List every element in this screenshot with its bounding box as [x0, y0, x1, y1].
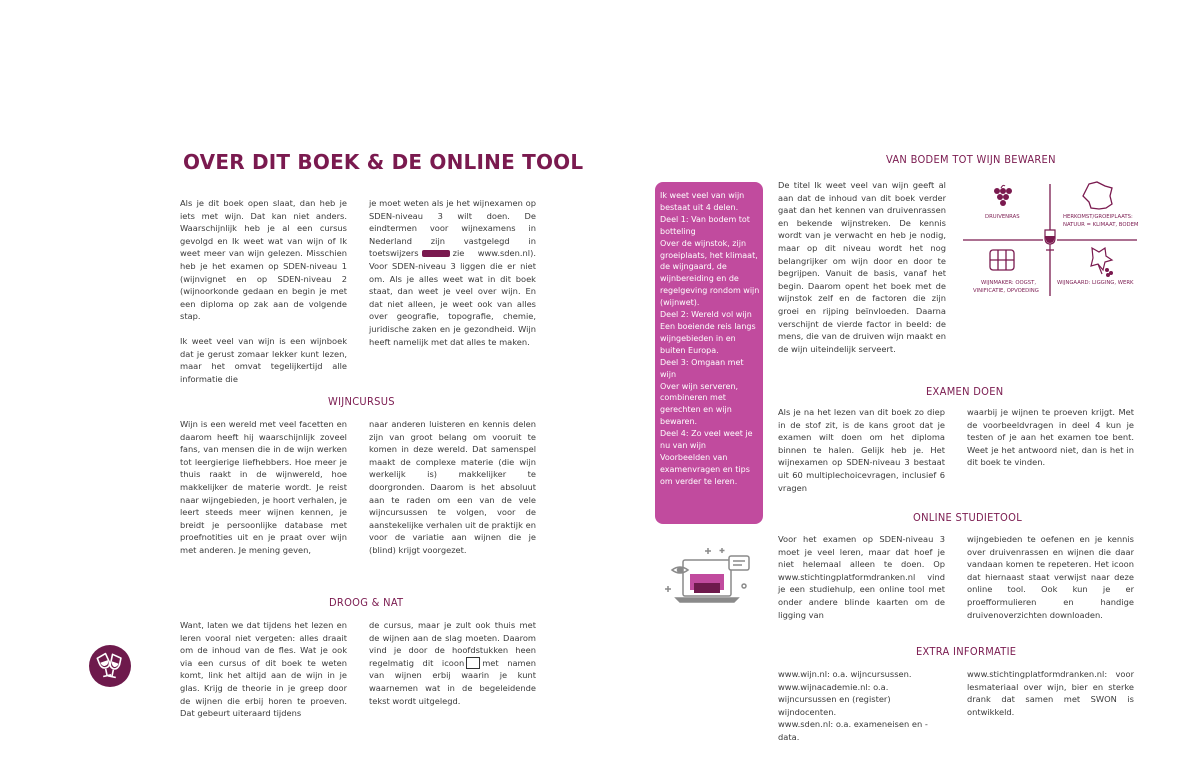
sidebar-line-5: Deel 4: Zo veel weet je nu van wijn Voorbeelden van examenvragen en tips om verder te leren.: [660, 429, 753, 486]
wine-glasses-icon: [89, 645, 131, 687]
van-bodem-text: De titel Ik weet veel van wijn geeft al aan dat de inhoud van dit boek verder gaat dan het kennen van druivenrassen en bekende wijnstreken. De kennis wordt van je verwacht en heb je nodig, maar op dit niveau wordt het nog belangrijker om wijn door en door te begrijpen. Vanuit de basis, vanaf het begin. Daarom opent het boek met de wijnstok zelf en de factoren die zijn groei en rijping beïnvloeden. Daarna verschijnt de vierde factor in beeld: de mens, die van de druiven wijn maakt en de wijn uiteindelijk serveert.: [778, 180, 946, 354]
online-column-2: wijngebieden te oefenen en je kennis over druivenrassen en wijnen die daar vandaan komen te repeteren. Het icoon dat hiernaast staat verwijst naar deze online tool. Ook kun je er proefformulieren en handige druivenoverzichten downloaden.: [967, 534, 1134, 620]
wijncursus-column-1: Wijn is een wereld met veel facetten en daarom heeft hij waarschijnlijk zoveel fans, van mensen die in de wijn werken tot leergierige liefhebbers. Hoe meer je thuis raakt in de wijnwereld, hoe makkelijker de materie wordt. Je reist naar wijngebieden, je hoort verhalen, je leert steeds meer wijnen kennen, je breidt je persoonlijke database met proefnotities uit en je praat over wijn met anderen. Je mening geven,: [180, 419, 347, 555]
page-title: OVER DIT BOEK & DE ONLINE TOOL: [183, 150, 584, 174]
wijncursus-heading: WIJNCURSUS: [328, 395, 395, 408]
diagram-label-wijnmaker-1: WIJNMAKER: OOGST,: [981, 280, 1037, 286]
diagram-label-druivenras: DRUIVENRAS: [985, 214, 1020, 220]
extra-heading: EXTRA INFORMATIE: [916, 645, 1017, 658]
diagram-label-wijngaard: WIJNGAARD: LIGGING, WERK: [1057, 280, 1134, 286]
diagram-label-herkomst-1: HERKOMST/GROEIPLAATS:: [1063, 214, 1133, 220]
extra-link-wijnacademie: www.wijnacademie.nl: o.a. wijncursussen en (register) wijndocenten.: [778, 681, 891, 717]
intro-column-2: [369, 197, 536, 348]
intro-column-1: [180, 197, 347, 397]
van-bodem-heading: VAN BODEM TOT WIJN BEWAREN: [886, 153, 1056, 166]
wine-factors-diagram: [957, 178, 1143, 308]
sidebar-line-2: Deel 1: Van bodem tot botteling Over de wijnstok, zijn groeiplaats, het klimaat, de wijngaard, de wijnbereiding en de regelgeving rondom wijn (wijnwet).: [660, 214, 760, 308]
sidebar-line-4: Deel 3: Omgaan met wijn Over wijn serveren, combineren met gerechten en wijn bewaren.: [660, 357, 744, 427]
sidebar-line-3: Deel 2: Wereld vol wijn Een boeiende reis langs wijngebieden in en buiten Europa.: [660, 310, 756, 355]
intro-paragraph-4: zie www.sden.nl). Voor SDEN-niveau 3 liggen die er niet om. Als je alles weet wat in dit boek staat, dan weet je veel over wijn. En dat niet alleen, je weet ook van alles over geografie, topografie, chemie, juridische zaken en je gezondheid. Wijn heeft namelijk met dat alles te maken.: [369, 248, 536, 347]
intro-paragraph-1: Als je dit boek open slaat, dan heb je iets met wijn. Dat kan niet anders. Waarschijnlijk heb je al een cursus gevolgd en Ik weet wat van wijn of Ik weet meer van wijn gelezen. Misschien heb je het examen op SDEN-niveau 1 (wijnvignet en op SDEN-niveau 2 (wijnoorkonde gedaan en begin je met een diploma op zak aan de volgende stap.: [180, 198, 347, 322]
examen-heading: EXAMEN DOEN: [926, 385, 1004, 398]
diagram-label-wijnmaker-2: VINIFICATIE, OPVOEDING: [973, 288, 1039, 294]
bottle-icon: [422, 250, 450, 257]
examen-column-2: waarbij je wijnen te proeven krijgt. Met de voorbeeldvragen in deel 4 kun je testen of je aan het examen toe bent. Weet je het antwoord niet, dan is het in dit boek te vinden.: [967, 407, 1134, 468]
extra-link-sden: www.sden.nl: o.a. exameneisen en -data.: [778, 719, 928, 742]
examen-column-1: Als je na het lezen van dit boek zo diep in de stof zit, is de kans groot dat je examen wilt doen om het diploma binnen te halen. Gelijk heb je. Het wijnexamen op SDEN-niveau 3 bestaat uit 60 multiplechoicevragen, inclusief 6 vragen: [778, 407, 945, 493]
intro-paragraph-3: je moet weten als je het wijnexamen op SDEN-niveau 3 wilt doen. De eindtermen voor wijnexamens in Nederland zijn vastgelegd in toetswijzers: [369, 198, 536, 259]
extra-column-1: [778, 668, 945, 744]
extra-column-2: www.stichtingplatformdranken.nl: voor lesmateriaal over wijn, bier en sterke drank dat samen met SWON is ontwikkeld.: [967, 669, 1134, 717]
wijncursus-column-2: naar anderen luisteren en kennis delen zijn van groot belang om vooruit te komen in deze wereld. Dat samenspel maakt de complexe materie (die wijn werkelijk is) makkelijker te doorgronden. Daarom is het absoluut aan te raden om een van de vele wijncursussen te volgen, voor de aanstekelijke verhalen uit de praktijk en voor de variatie aan wijnen die je (blind) krijgt voorgezet.: [369, 419, 536, 555]
intro-paragraph-2: Ik weet veel van wijn is een wijnboek dat je gerust zomaar lekker kunt lezen, maar het omvat tegelijkertijd alle informatie die: [180, 335, 347, 384]
online-heading: ONLINE STUDIETOOL: [913, 511, 1023, 524]
sidebar-line-1: Ik weet veel van wijn bestaat uit 4 delen.: [660, 191, 745, 212]
droog-nat-column-2: [369, 619, 536, 707]
wine-glass-box-icon: [466, 657, 480, 669]
droog-nat-text-1: de cursus, maar je zult ook thuis met de wijnen aan de slag moeten. Daarom vind je door de hoofdstukken heen regelmatig dit icoon: [369, 620, 536, 668]
extra-link-wijn: www.wijn.nl: o.a. wijncursussen.: [778, 669, 912, 679]
droog-nat-text-2: met namen van wijnen erbij waarin je kunt waarnemen wat in de begeleidende tekst wordt uitgelegd.: [369, 657, 536, 706]
laptop-tool-icon: [664, 546, 754, 610]
droog-nat-column-1: Want, laten we dat tijdens het lezen en leren vooral niet vergeten: alles draait om de inhoud van de fles. Wat je ook via een cursus of dit boek te weten komt, link het altijd aan de wijn in je glas. Krijg de theorie in je greep door de wijnen die erbij horen te proeven. Dat gebeurt uiteraard tijdens: [180, 620, 347, 719]
diagram-label-herkomst-2: NATUUR = KLIMAAT, BODEM: [1063, 222, 1139, 228]
droog-nat-heading: DROOG & NAT: [329, 596, 404, 609]
online-column-1: Voor het examen op SDEN-niveau 3 moet je veel leren, maar dat hoef je niet helemaal alleen te doen. Op www.stichtingplatformdranken.nl vind je een studiehulp, een online tool met onder andere blinde kaarten om de ligging van: [778, 534, 945, 620]
sidebar-box: [655, 182, 763, 524]
